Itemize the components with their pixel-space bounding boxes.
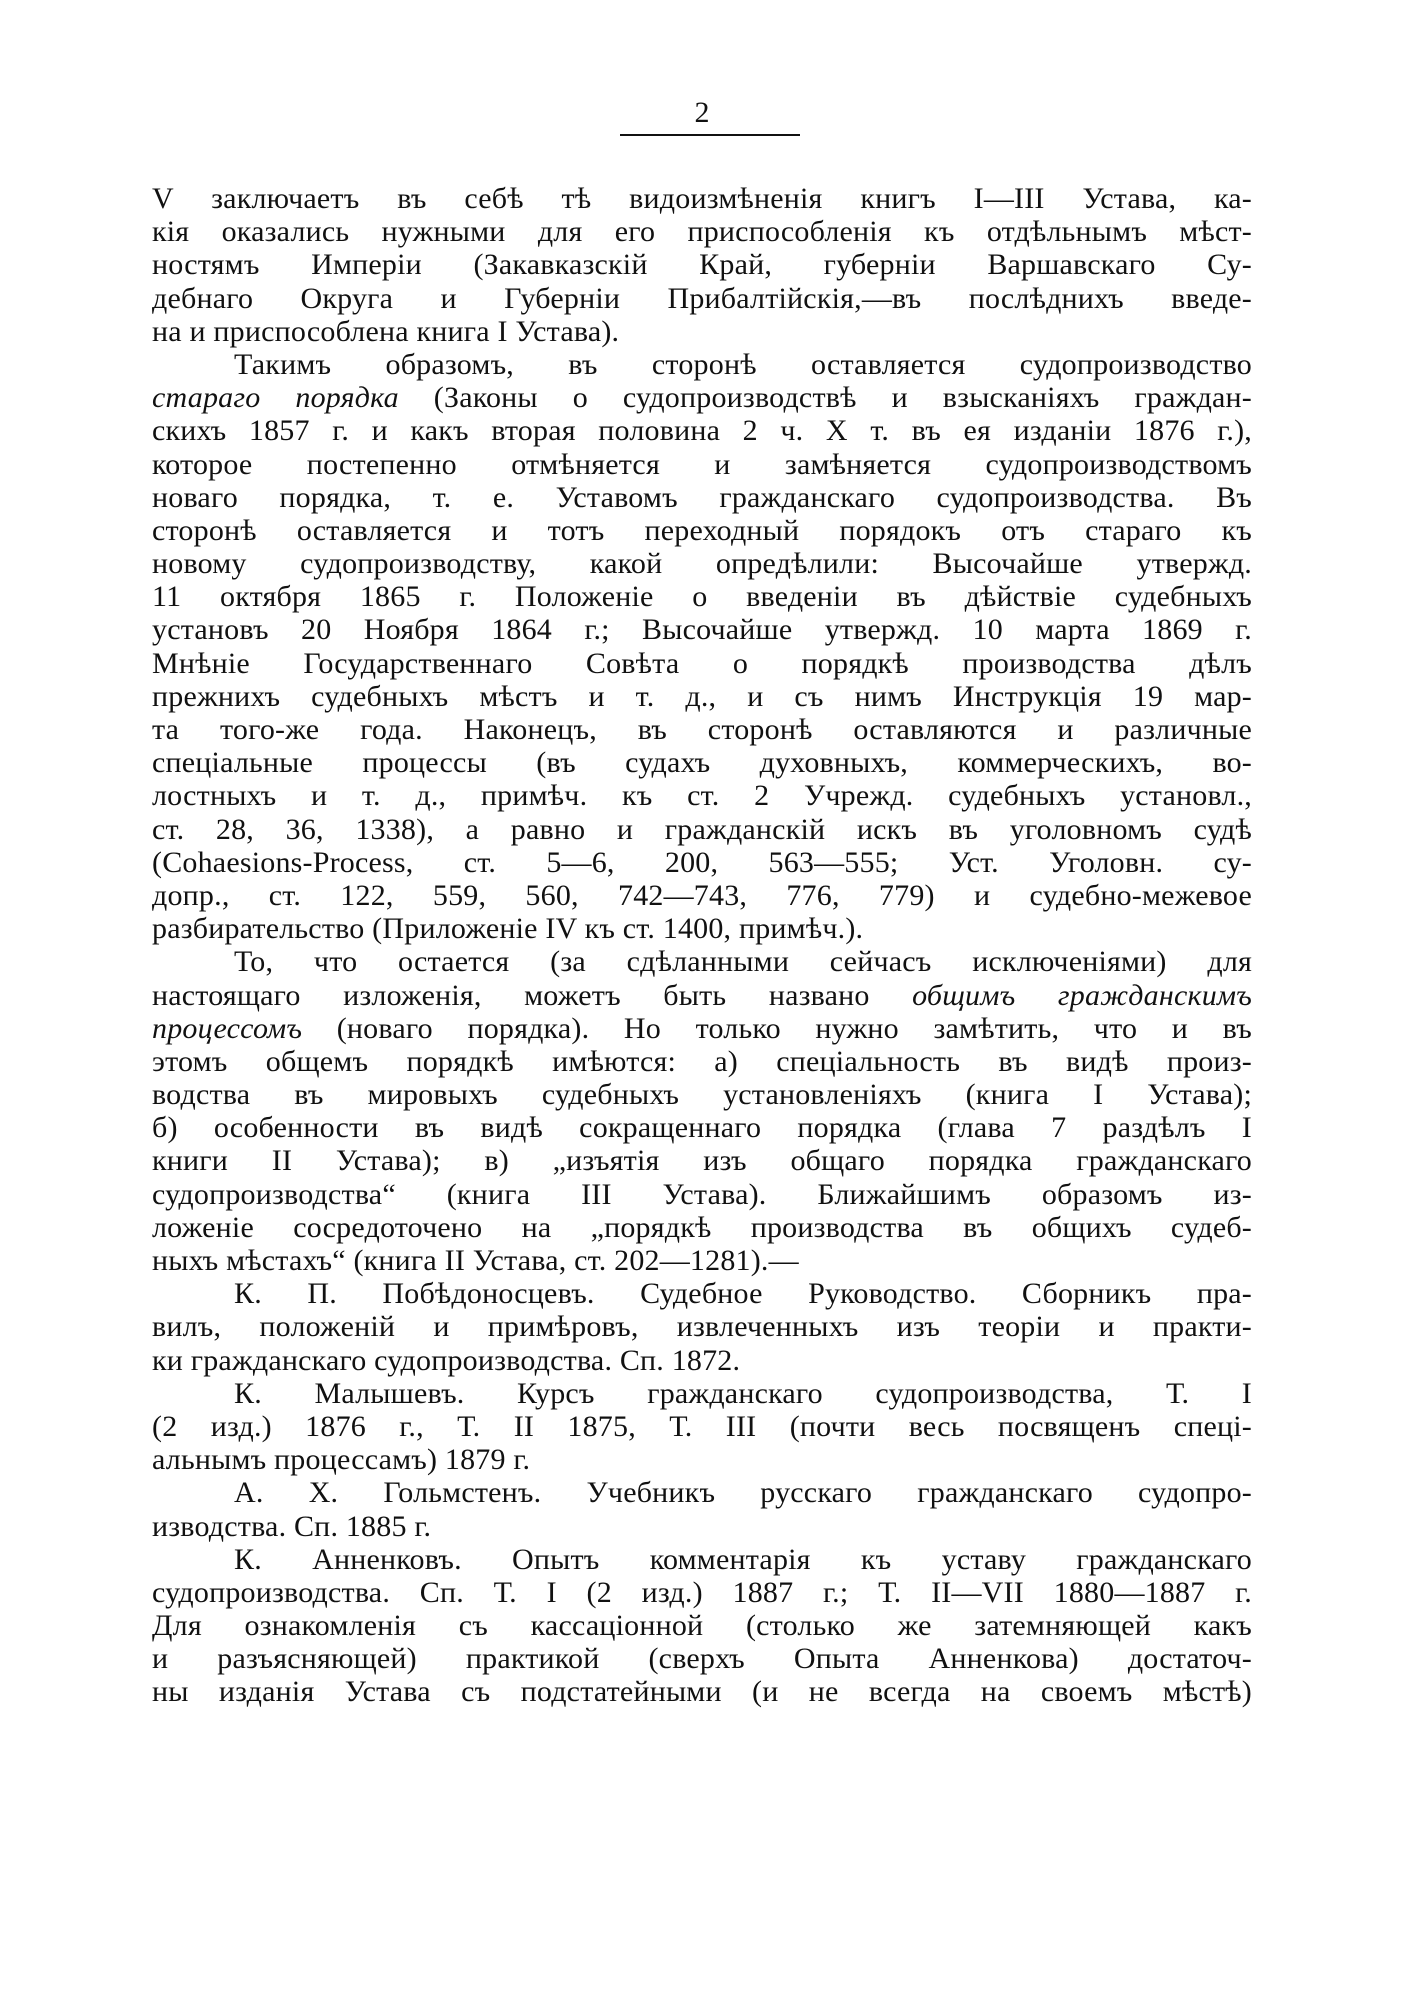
text-line: книги II Устава); в) „изъятія изъ общаго порядка гражданскаго — [152, 1144, 1252, 1178]
text-line: та того-же года. Наконецъ, въ сторонѣ оставляются и различные — [152, 713, 1252, 746]
page-number-rule — [620, 134, 800, 136]
text-line: V заключаетъ въ себѣ тѣ видоизмѣненія книгъ I—III Устава, ка- — [152, 182, 1252, 215]
text-line: 11 октября 1865 г. Положеніе о введеніи въ дѣйствіе судебныхъ — [152, 580, 1252, 614]
text-line: процессомъ (новаго порядка). Но только нужно замѣтить, что и въ — [152, 1011, 1252, 1045]
body-text — [152, 182, 1252, 1709]
text-line: скихъ 1857 г. и какъ вторая половина 2 ч. X т. въ ея изданіи 1876 г.), — [152, 414, 1252, 448]
text-line: допр., ст. 122, 559, 560, 742—743, 776, 779) и судебно-межевое — [152, 878, 1252, 912]
text-line: ны изданія Устава съ подстатейными (и не всегда на своемъ мѣстѣ) — [152, 1675, 1252, 1709]
text-line: (Cohaesions-Process, ст. 5—6, 200, 563—555; Уст. Уголовн. су- — [152, 845, 1252, 879]
text-line: кія оказались нужными для его приспособленія къ отдѣльнымъ мѣст- — [152, 215, 1252, 249]
text-line: То, что остается (за сдѣланными сейчасъ исключеніями) для — [234, 945, 1252, 979]
page-number: 2 — [694, 96, 710, 129]
text-line: б) особенности въ видѣ сокращеннаго порядка (глава 7 раздѣлъ I — [152, 1111, 1252, 1145]
text-line: этомъ общемъ порядкѣ имѣются: а) спеціальность въ видѣ произ- — [152, 1044, 1252, 1078]
text-line: судопроизводства. Сп. Т. I (2 изд.) 1887 г.; Т. II—VII 1880—1887 г. — [152, 1575, 1252, 1609]
text-line: новаго порядка, т. е. Уставомъ гражданскаго судопроизводства. Въ — [152, 480, 1252, 514]
text-line: Мнѣніе Государственнаго Совѣта о порядкѣ производства дѣлъ — [152, 646, 1252, 680]
text-line: водства въ мировыхъ судебныхъ установленіяхъ (книга I Устава); — [152, 1078, 1252, 1112]
text-line: разбирательство (Приложеніе IV къ ст. 1400, примѣч.). — [152, 912, 864, 946]
text-line: стараго порядка (Законы о судопроизводствѣ и взысканіяхъ граждан- — [152, 381, 1252, 415]
text-line: которое постепенно отмѣняется и замѣняется судопроизводствомъ — [152, 447, 1252, 481]
text-line: новому судопроизводству, какой опредѣлили: Высочайше утвержд. — [152, 547, 1252, 581]
text-line: К. Анненковъ. Опытъ комментарія къ уставу гражданскаго — [234, 1542, 1252, 1576]
text-line: установъ 20 Ноября 1864 г.; Высочайше утвержд. 10 марта 1869 г. — [152, 613, 1252, 647]
text-line: сторонѣ оставляется и тотъ переходный порядокъ отъ стараго къ — [152, 513, 1252, 547]
text-line: дебнаго Округа и Губерніи Прибалтійскія,—въ послѣднихъ введе- — [152, 281, 1252, 315]
text-line: ныхъ мѣстахъ“ (книга II Устава, ст. 202—1281).— — [152, 1244, 799, 1277]
text-line: Такимъ образомъ, въ сторонѣ оставляется судопроизводство — [234, 347, 1252, 381]
text-line: альнымъ процессамъ) 1879 г. — [152, 1443, 531, 1477]
text-line: А. Х. Гольмстенъ. Учебникъ русскаго гражданскаго судопро- — [234, 1476, 1252, 1510]
text-line: Для ознакомленія съ кассаціонной (столько же затемняющей какъ — [152, 1609, 1252, 1643]
text-line: спеціальные процессы (въ судахъ духовныхъ, коммерческихъ, во- — [152, 746, 1252, 780]
text-line: ностямъ Имперіи (Закавказскій Край, губерніи Варшавскаго Су- — [152, 248, 1252, 282]
text-line: изводства. Сп. 1885 г. — [152, 1509, 432, 1543]
text-line: вилъ, положеній и примѣровъ, извлеченныхъ изъ теоріи и практи- — [152, 1310, 1252, 1344]
text-line: на и приспособлена книга I Устава). — [152, 314, 620, 348]
text-line: лостныхъ и т. д., примѣч. къ ст. 2 Учрежд. судебныхъ установл., — [152, 779, 1252, 813]
text-line: К. Малышевъ. Курсъ гражданскаго судопроизводства, Т. I — [234, 1376, 1252, 1410]
text-line: настоящаго изложенія, можетъ быть названо общимъ гражданскимъ — [152, 978, 1253, 1012]
text-line: и разъясняющей) практикой (сверхъ Опыта Анненкова) достаточ- — [152, 1642, 1252, 1676]
text-line: (2 изд.) 1876 г., Т. II 1875, Т. III (почти весь посвященъ спеці- — [152, 1409, 1252, 1443]
text-line: судопроизводства“ (книга III Устава). Ближайшимъ образомъ из- — [152, 1177, 1252, 1211]
text-line: прежнихъ судебныхъ мѣстъ и т. д., и съ нимъ Инструкція 19 мар- — [152, 679, 1252, 713]
text-line: К. П. Побѣдоносцевъ. Судебное Руководство. Сборникъ пра- — [234, 1277, 1252, 1311]
text-line: ст. 28, 36, 1338), а равно и гражданскій искъ въ уголовномъ судѣ — [152, 812, 1252, 846]
text-line: ложеніе сосредоточено на „порядкѣ производства въ общихъ судеб- — [152, 1210, 1252, 1244]
text-line: ки гражданскаго судопроизводства. Сп. 1872. — [152, 1343, 741, 1377]
